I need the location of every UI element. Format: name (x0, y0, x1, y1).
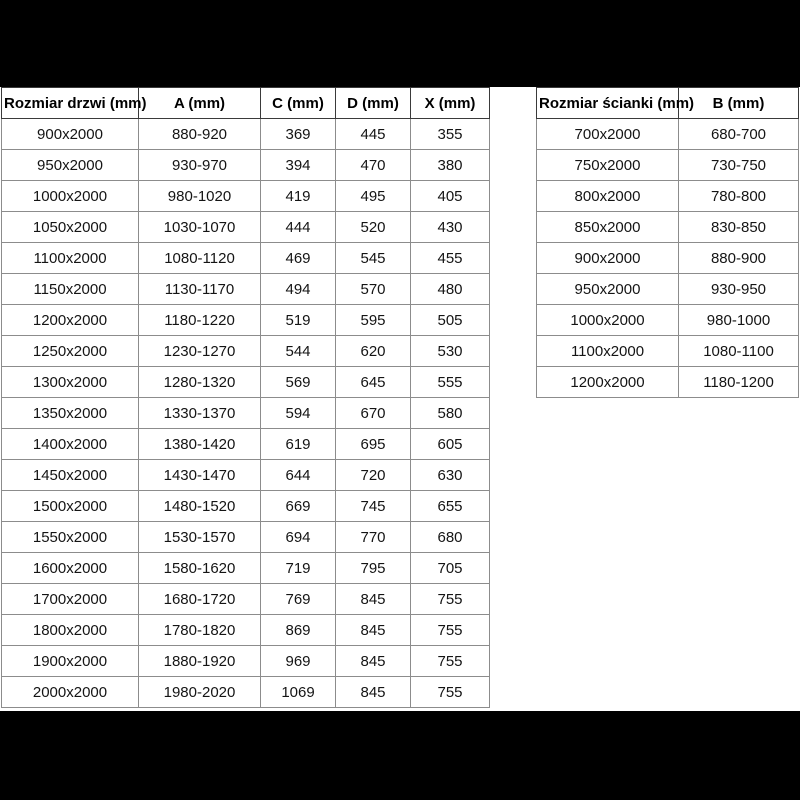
table-cell: 719 (261, 553, 336, 584)
table-cell: 619 (261, 429, 336, 460)
table-row (2, 274, 490, 305)
table-cell: 680 (411, 522, 490, 553)
table-cell: 730-750 (679, 150, 799, 181)
table-row (537, 336, 799, 367)
table-cell: 1980-2020 (139, 677, 261, 708)
table-cell: 930-970 (139, 150, 261, 181)
table-cell: 594 (261, 398, 336, 429)
table-cell: 1580-1620 (139, 553, 261, 584)
table-cell: 900x2000 (537, 243, 679, 274)
table-cell: 880-920 (139, 119, 261, 150)
table-cell: 655 (411, 491, 490, 522)
column-header: A (mm) (139, 88, 261, 119)
table-cell: 1050x2000 (2, 212, 139, 243)
table-cell: 1150x2000 (2, 274, 139, 305)
table-cell: 1450x2000 (2, 460, 139, 491)
table-row (2, 522, 490, 553)
table-cell: 495 (336, 181, 411, 212)
table-cell: 2000x2000 (2, 677, 139, 708)
table-cell: 494 (261, 274, 336, 305)
table-cell: 1130-1170 (139, 274, 261, 305)
table-cell: 530 (411, 336, 490, 367)
table-cell: 355 (411, 119, 490, 150)
table-cell: 1550x2000 (2, 522, 139, 553)
table-cell: 580 (411, 398, 490, 429)
table-cell: 755 (411, 584, 490, 615)
table-cell: 405 (411, 181, 490, 212)
table-row (2, 429, 490, 460)
table-cell: 1430-1470 (139, 460, 261, 491)
table-cell: 1000x2000 (537, 305, 679, 336)
table-row (2, 584, 490, 615)
table-row (2, 367, 490, 398)
table-cell: 950x2000 (537, 274, 679, 305)
table-cell: 950x2000 (2, 150, 139, 181)
table-cell: 1030-1070 (139, 212, 261, 243)
table-row (2, 646, 490, 677)
table-cell: 570 (336, 274, 411, 305)
table-cell: 700x2000 (537, 119, 679, 150)
table-cell: 444 (261, 212, 336, 243)
table-cell: 1350x2000 (2, 398, 139, 429)
table-row (537, 181, 799, 212)
table-row (2, 305, 490, 336)
table-row (2, 336, 490, 367)
table-cell: 1100x2000 (2, 243, 139, 274)
table-cell: 1180-1200 (679, 367, 799, 398)
table-cell: 1600x2000 (2, 553, 139, 584)
table-row (537, 119, 799, 150)
table-cell: 469 (261, 243, 336, 274)
table-row (2, 677, 490, 708)
table-row (2, 460, 490, 491)
table-row (2, 150, 490, 181)
table-row (2, 181, 490, 212)
table-row (2, 243, 490, 274)
table-cell: 694 (261, 522, 336, 553)
table-cell: 1080-1120 (139, 243, 261, 274)
table-cell: 394 (261, 150, 336, 181)
table-cell: 930-950 (679, 274, 799, 305)
table-cell: 800x2000 (537, 181, 679, 212)
table-cell: 455 (411, 243, 490, 274)
table-cell: 1530-1570 (139, 522, 261, 553)
table-cell: 644 (261, 460, 336, 491)
table-row (537, 212, 799, 243)
table-cell: 1680-1720 (139, 584, 261, 615)
table-cell: 850x2000 (537, 212, 679, 243)
table-cell: 755 (411, 646, 490, 677)
table-cell: 770 (336, 522, 411, 553)
table-row (2, 212, 490, 243)
table-cell: 669 (261, 491, 336, 522)
table-cell: 505 (411, 305, 490, 336)
table-cell: 830-850 (679, 212, 799, 243)
table-cell: 969 (261, 646, 336, 677)
table-cell: 1200x2000 (2, 305, 139, 336)
table-row (537, 305, 799, 336)
table-cell: 720 (336, 460, 411, 491)
table-cell: 1880-1920 (139, 646, 261, 677)
column-header: Rozmiar drzwi (mm) (2, 88, 139, 119)
table-cell: 1900x2000 (2, 646, 139, 677)
table-cell: 545 (336, 243, 411, 274)
table-cell: 430 (411, 212, 490, 243)
table-cell: 544 (261, 336, 336, 367)
table-cell: 1100x2000 (537, 336, 679, 367)
table-cell: 900x2000 (2, 119, 139, 150)
table-cell: 845 (336, 677, 411, 708)
door-table-header-row (2, 88, 490, 119)
table-cell: 745 (336, 491, 411, 522)
table-cell: 419 (261, 181, 336, 212)
top-black-band (0, 0, 800, 87)
column-header: D (mm) (336, 88, 411, 119)
table-row (2, 398, 490, 429)
table-cell: 1500x2000 (2, 491, 139, 522)
table-cell: 595 (336, 305, 411, 336)
table-cell: 670 (336, 398, 411, 429)
table-cell: 1280-1320 (139, 367, 261, 398)
table-cell: 880-900 (679, 243, 799, 274)
table-row (2, 553, 490, 584)
table-cell: 780-800 (679, 181, 799, 212)
table-cell: 1230-1270 (139, 336, 261, 367)
table-cell: 750x2000 (537, 150, 679, 181)
table-cell: 845 (336, 615, 411, 646)
table-cell: 755 (411, 615, 490, 646)
table-cell: 1000x2000 (2, 181, 139, 212)
table-cell: 1069 (261, 677, 336, 708)
table-row (537, 367, 799, 398)
table-cell: 980-1000 (679, 305, 799, 336)
column-header: X (mm) (411, 88, 490, 119)
table-cell: 645 (336, 367, 411, 398)
table-cell: 769 (261, 584, 336, 615)
table-row (537, 150, 799, 181)
table-cell: 630 (411, 460, 490, 491)
table-cell: 1700x2000 (2, 584, 139, 615)
table-cell: 569 (261, 367, 336, 398)
table-cell: 380 (411, 150, 490, 181)
table-cell: 620 (336, 336, 411, 367)
table-cell: 845 (336, 646, 411, 677)
table-row (537, 274, 799, 305)
table-cell: 1300x2000 (2, 367, 139, 398)
bottom-black-band (0, 711, 800, 800)
column-header: C (mm) (261, 88, 336, 119)
table-cell: 605 (411, 429, 490, 460)
table-cell: 1330-1370 (139, 398, 261, 429)
table-row (537, 243, 799, 274)
table-cell: 680-700 (679, 119, 799, 150)
wall-sizes-table (536, 87, 799, 398)
column-header: Rozmiar ścianki (mm) (537, 88, 679, 119)
door-sizes-table (1, 87, 490, 708)
table-row (2, 615, 490, 646)
table-cell: 705 (411, 553, 490, 584)
table-cell: 980-1020 (139, 181, 261, 212)
table-cell: 1800x2000 (2, 615, 139, 646)
table-cell: 869 (261, 615, 336, 646)
table-cell: 480 (411, 274, 490, 305)
table-cell: 369 (261, 119, 336, 150)
table-cell: 1380-1420 (139, 429, 261, 460)
table-cell: 1780-1820 (139, 615, 261, 646)
table-cell: 520 (336, 212, 411, 243)
table-cell: 755 (411, 677, 490, 708)
table-row (2, 491, 490, 522)
table-cell: 1250x2000 (2, 336, 139, 367)
table-cell: 445 (336, 119, 411, 150)
table-cell: 795 (336, 553, 411, 584)
table-cell: 1200x2000 (537, 367, 679, 398)
table-cell: 519 (261, 305, 336, 336)
table-cell: 1480-1520 (139, 491, 261, 522)
table-cell: 1080-1100 (679, 336, 799, 367)
wall-table-header-row (537, 88, 799, 119)
table-cell: 1180-1220 (139, 305, 261, 336)
table-cell: 1400x2000 (2, 429, 139, 460)
table-cell: 470 (336, 150, 411, 181)
column-header: B (mm) (679, 88, 799, 119)
table-cell: 845 (336, 584, 411, 615)
table-cell: 555 (411, 367, 490, 398)
table-cell: 695 (336, 429, 411, 460)
table-row (2, 119, 490, 150)
